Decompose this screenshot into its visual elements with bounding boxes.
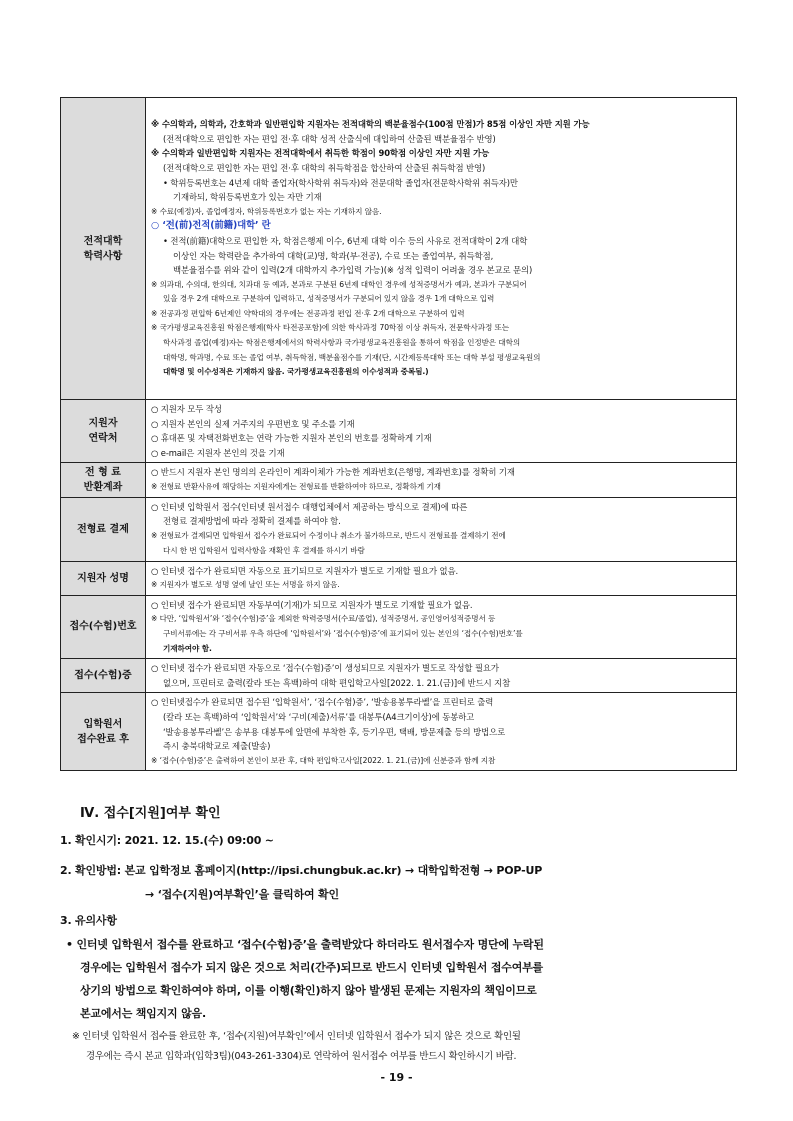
- content-line: ○ 인터넷 입학원서 접수(인터넷 원서접수 대행업체에서 제공하는 방식으로 결제)에 따른: [151, 501, 468, 512]
- table-row: [61, 659, 737, 693]
- content-line: • 전적(前籍)대학으로 편입한 자, 학점은행제 이수, 6년제 대학 이수 등의 사유로 전적대학이 2개 대학: [163, 235, 528, 246]
- confirm-method: 2. 확인방법: 본교 입학정보 홈페이지(http://ipsi.chungbuk.ac.kr) → 대학입학전형 → POP-UP: [60, 864, 543, 877]
- content-line: (칼라 또는 흑백)하여 ‘입학원서’와 ‘구비(제출)서류’를 대봉투(A4크기이상)에 동봉하고: [163, 711, 475, 722]
- row-content: [146, 400, 737, 463]
- content-line: ○ 지원자 본인의 실제 거주지의 우편번호 및 주소를 기재: [151, 418, 355, 429]
- content-line: 있을 경우 2개 대학으로 구분하여 입력하고, 성적증명서가 구분되어 있지 않을 경우 1개 대학으로 입력: [163, 294, 495, 304]
- content-line: ※ ‘접수(수험)증’은 출력하여 본인이 보관 후, 대학 편입학고사일[2022. 1. 21.(금)]에 신분증과 함께 지참: [151, 755, 496, 765]
- table-row: [61, 98, 737, 400]
- confirm-period: 1. 확인시기: 2021. 12. 15.(수) 09:00 ~: [60, 834, 274, 847]
- content-line: ○ e-mail은 지원자 본인의 것을 기재: [151, 447, 285, 458]
- section-heading: Ⅳ. 접수[지원]여부 확인: [80, 806, 221, 821]
- notice-bullet-line: • 인터넷 입학원서 접수를 완료하고 ‘접수(수험)증’을 출력받았다 하더라도 원서접수자 명단에 누락된: [66, 938, 544, 951]
- application-guide-table: [60, 97, 737, 771]
- row-label: 전형료 결제: [61, 497, 146, 561]
- content-line: 구비서류에는 각 구비서류 우측 하단에 ‘입학원서’와 ‘접수(수험)증’에 표기되어 있는 본인의 ‘접수(수험)번호’를: [163, 628, 523, 638]
- content-line: 즉시 충북대학교로 제출(발송): [163, 741, 271, 752]
- notice-bullet-line: 본교에서는 책임지지 않음.: [80, 1007, 206, 1020]
- content-line: ○ ‘전(前)전적(前籍)대학’ 란: [151, 220, 271, 232]
- table-row: [61, 693, 737, 771]
- content-line: (전적대학으로 편입한 자는 편입 전·후 대학의 취득학점을 합산하여 산출된 취득학점 반영): [163, 162, 486, 173]
- content-line: ※ 국가평생교육진흥원 학점은행제(학사 타전공포함)에 의한 학사과정 70학점 이상 취득자, 전문학사과정 또는: [151, 323, 510, 333]
- content-line: ○ 인터넷접수가 완료되면 접수된 ‘입학원서’, ‘접수(수험)증’, ‘발송용봉투라벨’을 프린터로 출력: [151, 697, 494, 708]
- content-line: ※ 다만, ‘입학원서’와 ‘접수(수험)증’을 제외한 학력증명서(수료/졸업), 성적증명서, 공인영어성적증명서 등: [151, 614, 496, 624]
- row-label: 입학원서 접수완료 후: [61, 693, 146, 771]
- content-line: 전형료 결제방법에 따라 정확히 결제를 하여야 함.: [163, 516, 341, 527]
- content-line: 학사과정 졸업(예정)자는 학점은행제에서의 학력사항과 국가평생교육진흥원을 통하여 학점을 인정받은 대학의: [163, 338, 521, 348]
- table-row: [61, 595, 737, 658]
- confirm-method-cont: → ‘접수(지원)여부확인’을 클릭하여 확인: [145, 888, 339, 901]
- table-row: [61, 561, 737, 595]
- content-line: 대학명, 학과명, 수료 또는 졸업 여부, 취득학점, 백분율점수를 기재(단, 시간제등록대학 또는 대학 부설 평생교육원의: [163, 352, 541, 362]
- content-line: ○ 반드시 지원자 본인 명의의 온라인이 계좌이체가 가능한 계좌번호(은행명, 계좌번호)를 정확히 기재: [151, 467, 515, 478]
- table-row: [61, 497, 737, 561]
- content-line: ※ 지원자가 별도로 성명 옆에 날인 또는 서명을 하지 않음.: [151, 580, 340, 590]
- notes-heading: 3. 유의사항: [60, 914, 117, 927]
- content-line: • 학위등록번호는 4년제 대학 졸업자(학사학위 취득자)와 전문대학 졸업자(전문학사학위 취득자)만: [163, 177, 518, 188]
- content-line: ‘발송용봉투라벨’은 송부용 대봉투에 앞면에 부착한 후, 등기우편, 택배, 방문제출 등의 방법으로: [163, 726, 506, 737]
- row-label: 전 형 료 반환계좌: [61, 463, 146, 497]
- content-line: ※ 의과대, 수의대, 한의대, 치과대 등 예과, 본과로 구분된 6년제 대학인 경우에 성적증명서가 예과, 본과가 구분되어: [151, 279, 527, 289]
- row-label: 접수(수험)번호: [61, 595, 146, 658]
- content-line: ※ 수료(예정)자, 졸업예정자, 학위등록번호가 없는 자는 기재하지 않음.: [151, 206, 382, 216]
- content-line: ※ 수의학과 일반편입학 지원자는 전적대학에서 취득한 학점이 90학점 이상인 자만 지원 가능: [151, 148, 490, 159]
- content-line: 기재하여야 함.: [163, 643, 212, 653]
- table-row: [61, 463, 737, 497]
- row-label: 전적대학 학력사항: [61, 98, 146, 400]
- row-label: 지원자 성명: [61, 561, 146, 595]
- content-line: 대학명 및 이수성적은 기재하지 않음. 국가평생교육진흥원의 이수성적과 중복됨.): [163, 367, 429, 377]
- content-line: ※ 전공과정 편입학 6년제인 약학대의 경우에는 전공과정 편입 전·후 2개 대학으로 구분하여 입력: [151, 308, 465, 318]
- content-line: ※ 전형료 반환사유에 해당하는 지원자에게는 전형료를 반환하여야 하므로, 정확하게 기재: [151, 481, 441, 491]
- row-content: [146, 98, 737, 400]
- table-row: [61, 400, 737, 463]
- row-content: [146, 561, 737, 595]
- row-content: [146, 659, 737, 693]
- page-number: - 19 -: [380, 1071, 413, 1084]
- content-line: 이상인 자는 학력란을 추가하여 대학(교)명, 학과(부·전공), 수료 또는 졸업여부, 취득학점,: [173, 250, 494, 261]
- row-content: [146, 463, 737, 497]
- content-line: ○ 휴대폰 및 자택전화번호는 연락 가능한 지원자 본인의 번호를 정확하게 기재: [151, 433, 432, 444]
- content-line: ※ 수의학과, 의학과, 간호학과 일반편입학 지원자는 전적대학의 백분율점수(100점 만점)가 85점 이상인 자만 지원 가능: [151, 119, 590, 130]
- notice-note-line: ※ 인터넷 입학원서 접수를 완료한 후, ‘접수(지원)여부확인’에서 인터넷 입학원서 접수가 되지 않은 것으로 확인될: [72, 1031, 521, 1042]
- row-label: 지원자 연락처: [61, 400, 146, 463]
- row-content: [146, 693, 737, 771]
- notice-bullet-line: 경우에는 입학원서 접수가 되지 않은 것으로 처리(간주)되므로 반드시 인터넷 입학원서 접수여부를: [80, 961, 543, 974]
- content-line: ※ 전형료가 결제되면 입학원서 접수가 완료되어 수정이나 취소가 불가하므로, 반드시 전형료를 결제하기 전에: [151, 531, 506, 541]
- content-line: 백분율점수를 위와 같이 입력(2개 대학까지 추가입력 가능)(※ 성적 입력이 어려울 경우 본교로 문의): [173, 265, 533, 276]
- row-content: [146, 595, 737, 658]
- content-line: ○ 인터넷 접수가 완료되면 자동으로 ‘접수(수험)증’이 생성되므로 지원자가 별도로 작성할 필요가: [151, 663, 499, 674]
- content-line: (전적대학으로 편입한 자는 편입 전·후 대학 성적 산출식에 대입하여 산출된 백분율점수 반영): [163, 133, 496, 144]
- notice-bullet-line: 상기의 방법으로 확인하여야 하며, 이를 이행(확인)하지 않아 발생된 문제는 지원자의 책임이므로: [80, 984, 537, 997]
- row-content: [146, 497, 737, 561]
- content-line: ○ 지원자 모두 작성: [151, 404, 222, 414]
- content-line: ○ 인터넷 접수가 완료되면 자동부여(기재)가 되므로 지원자가 별도로 기재할 필요가 없음.: [151, 599, 473, 610]
- content-line: ○ 인터넷 접수가 완료되면 자동으로 표기되므로 지원자가 별도로 기재할 필요가 없음.: [151, 565, 459, 576]
- notice-note-line: 경우에는 즉시 본교 입학과(입학3팀)(043-261-3304)로 연락하여 원서접수 여부를 반드시 확인하시기 바람.: [86, 1051, 517, 1062]
- content-line: 다시 한 번 입학원서 입력사항을 재확인 후 결제를 하시기 바람: [163, 545, 365, 555]
- row-label: 접수(수험)증: [61, 659, 146, 693]
- content-line: 기재하되, 학위등록번호가 있는 자만 기재: [173, 192, 322, 203]
- content-line: 없으며, 프린터로 출력(칼라 또는 흑백)하여 대학 편입학고사일[2022. 1. 21.(금)]에 반드시 지참: [163, 677, 511, 688]
